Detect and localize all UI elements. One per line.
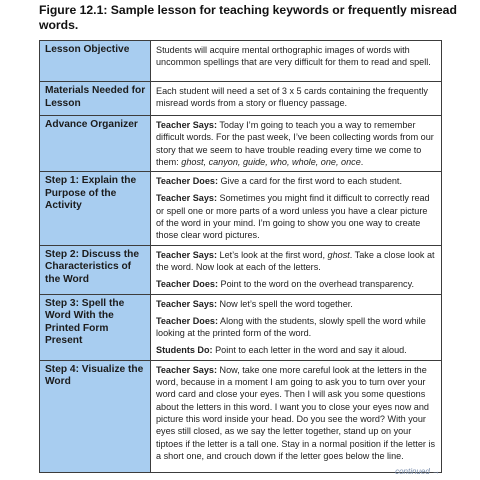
content-paragraph [156, 249, 437, 274]
content-text: Point to each letter in the word and say it aloud. [212, 345, 407, 356]
word-list: ghost, canyon, guide, who, whole, one, once [181, 156, 361, 167]
content-text: Along with the students, slowly spell the word while looking at the printed form of the word. [156, 315, 426, 339]
speaker-label: Teacher Says: [156, 298, 217, 309]
content-text: Today I’m going to teach you a way to remember difficult words. For the past week, I’ve been collecting words from our story that we seem to have trouble reading every time we come to them: [156, 120, 434, 167]
row-content [151, 82, 442, 116]
content-paragraph [156, 278, 437, 290]
table-row [40, 41, 442, 82]
content-paragraph [156, 175, 437, 187]
content-text-end: . [360, 156, 364, 167]
content-text: Each student will need a set of 3 x 5 cards containing the frequently misread words from a story or fluency passage. [156, 86, 428, 109]
content-text: Point to the word on the overhead transparency. [218, 279, 414, 290]
row-label: Step 2: Discuss the Characteristics of the Word [40, 245, 151, 294]
speaker-label: Teacher Does: [156, 176, 218, 187]
row-content [151, 41, 442, 82]
row-content [151, 245, 442, 294]
row-content [151, 360, 442, 472]
speaker-label: Students Do: [156, 345, 213, 356]
content-paragraph [156, 298, 437, 310]
content-paragraph [156, 119, 437, 168]
row-content [151, 116, 442, 172]
lesson-table [39, 40, 442, 473]
content-text: Sometimes you might find it difficult to correctly read or spell one or more parts of a word unless you have a clear picture of the word in your mind. I’m going to show you one way to create those clear word pictures. [156, 193, 430, 241]
row-content [151, 172, 442, 245]
example-word: ghost [327, 249, 350, 260]
content-paragraph [156, 315, 437, 340]
row-label: Lesson Objective [40, 41, 151, 82]
speaker-label: Teacher Says: [156, 364, 217, 375]
continued-note: continued → [395, 467, 440, 476]
row-label: Advance Organizer [40, 116, 151, 172]
row-label: Step 3: Spell the Word With the Printed Form Present [40, 294, 151, 360]
speaker-label: Teacher Does: [156, 315, 218, 326]
table-row [40, 116, 442, 172]
table-row [40, 294, 442, 360]
content-text: Students will acquire mental orthographic images of words with uncommon spellings that are very difficult for them to read and spell. [156, 45, 431, 68]
speaker-label: Teacher Says: [156, 193, 217, 204]
table-row [40, 245, 442, 294]
row-label: Materials Needed for Lesson [40, 82, 151, 116]
speaker-label: Teacher Does: [156, 279, 218, 290]
figure-caption: Figure 12.1: Sample lesson for teaching keywords or frequently misread words. [39, 3, 457, 32]
content-text-end: . Take a close look at the word. Now look at each of the letters. [156, 249, 435, 272]
row-label: Step 4: Visualize the Word [40, 360, 151, 472]
table-row [40, 82, 442, 116]
content-text: Give a card for the first word to each student. [218, 176, 402, 187]
content-paragraph [156, 344, 437, 356]
content-text: Let’s look at the first word, [217, 249, 328, 260]
row-content [151, 294, 442, 360]
content-paragraph [156, 192, 437, 241]
table-row [40, 172, 442, 245]
row-label: Step 1: Explain the Purpose of the Activity [40, 172, 151, 245]
table-row [40, 360, 442, 472]
content-text: Now let’s spell the word together. [217, 298, 353, 309]
speaker-label: Teacher Says: [156, 120, 217, 130]
speaker-label: Teacher Says: [156, 249, 217, 260]
content-text: Now, take one more careful look at the letters in the word, because in a moment I am going to ask you to turn over your word card and close your eyes. Then I will ask you some questions about the letters in this word. I want you to close your eyes now and picture this word inside your head. Do you see the word? With your eyes still closed, as we say the letter together, stand up on your tiptoes if the letter is a tall one. Stay in a normal position if the letter is a short one, and crouch down if the letter goes below the line. [156, 364, 436, 461]
content-paragraph [156, 364, 437, 462]
